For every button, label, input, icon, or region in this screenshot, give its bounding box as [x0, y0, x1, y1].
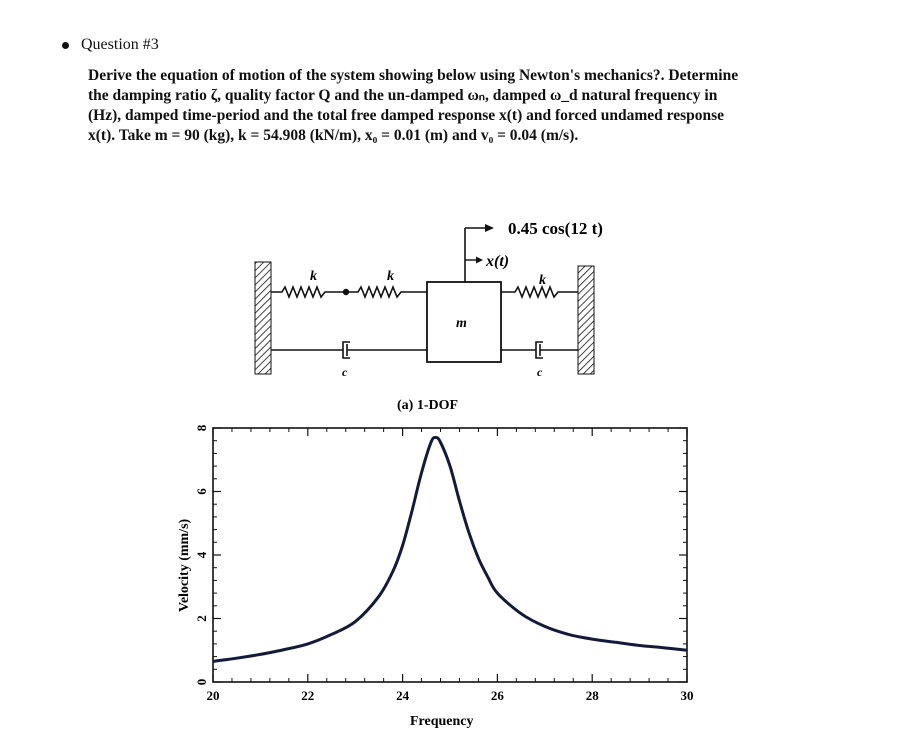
x-tick-label: 26 — [490, 688, 504, 703]
spring-label-3: k — [539, 273, 546, 288]
x-tick-label: 20 — [206, 688, 220, 703]
spring-label-1: k — [310, 269, 317, 284]
damper-label-2: c — [537, 365, 543, 379]
question-line: the damping ratio ζ, quality factor Q and the un-damped ωₙ, damped ω_d natural frequency in — [88, 87, 718, 104]
damper-label-1: c — [342, 365, 348, 379]
x-tick-label: 22 — [301, 688, 315, 703]
diagram-caption: (a) 1-DOF — [397, 398, 459, 413]
x-tick-label: 30 — [680, 688, 694, 703]
x-tick-label: 24 — [396, 688, 410, 703]
question-line: (Hz), damped time-period and the total free damped response x(t) and forced undamed response — [88, 107, 725, 124]
force-label: 0.45 cos(12 t) — [508, 219, 603, 238]
y-tick-label: 4 — [194, 551, 209, 559]
y-tick-label: 0 — [194, 678, 209, 686]
question-line: Derive the equation of motion of the system showing below using Newton's mechanics?. Determine — [88, 67, 739, 84]
y-axis-label: Velocity (mm/s) — [177, 518, 192, 612]
displacement-label: x(t) — [486, 253, 510, 270]
x-tick-label: 28 — [585, 688, 599, 703]
x-axis-label: Frequency — [410, 714, 474, 729]
mass-label: m — [456, 316, 467, 331]
spring-label-2: k — [387, 269, 394, 284]
question-title: Question #3 — [81, 36, 159, 53]
y-tick-label: 8 — [194, 424, 209, 432]
y-tick-label: 2 — [194, 615, 209, 622]
series-line — [213, 437, 687, 661]
question-line: x(t). Take m = 90 (kg), k = 54.908 (kN/m), x₀ = 0.01 (m) and v₀ = 0.04 (m/s). — [88, 127, 579, 144]
y-tick-label: 6 — [194, 488, 209, 495]
